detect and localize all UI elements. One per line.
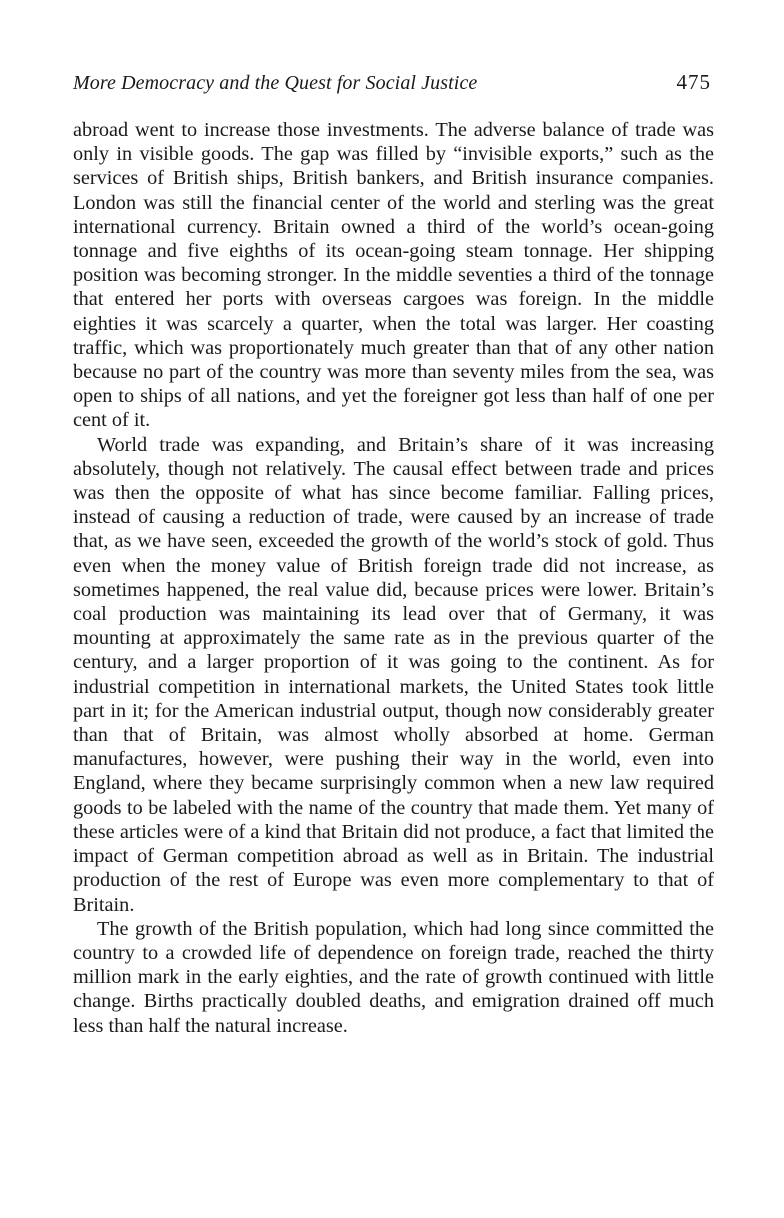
body-text	[73, 118, 714, 1038]
paragraph-population: The growth of the British population, which had long since committed the country to a crowded life of dependence on foreign trade, reached the thirty million mark in the early eighties, and the rate of growth continued with little change. Births practically doubled deaths, and emigration drained off much less than half the natural increase.	[73, 917, 714, 1037]
paragraph-continued: abroad went to increase those investments. The adverse balance of trade was only in visible goods. The gap was filled by “invisible exports,” such as the services of British ships, British bankers, and British insurance companies. London was still the financial center of the world and sterling was the great international currency. Britain owned a third of the world’s ocean-going tonnage and five eighths of its ocean-going steam tonnage. Her shipping position was becoming stronger. In the middle seventies a third of the tonnage that entered her ports with overseas cargoes was foreign. In the middle eighties it was scarcely a quarter, when the total was larger. Her coasting traffic, which was proportionately much greater than that of any other nation because no part of the country was more than seventy miles from the sea, was open to ships of all nations, and yet the foreigner got less than half of one per cent of it.	[73, 119, 714, 432]
book-page	[73, 70, 714, 1038]
running-head	[73, 70, 714, 104]
page-number: 475	[676, 70, 711, 94]
paragraph-world-trade: World trade was expanding, and Britain’s share of it was increasing absolutely, though not relatively. The causal effect between trade and prices was then the opposite of what has since become familiar. Falling prices, instead of causing a reduction of trade, were caused by an increase of trade that, as we have seen, exceeded the growth of the world’s stock of gold. Thus even when the money value of British foreign trade did not increase, as sometimes happened, the real value did, because prices were lower. Britain’s coal production was maintaining its lead over that of Germany, it was mounting at approximately the same rate as in the previous quarter of the century, and a larger proportion of it was going to the continent. As for industrial competition in international markets, the United States took little part in it; for the American industrial output, though now considerably greater than that of Britain, was almost wholly absorbed at home. German manufactures, however, were pushing their way in the world, even into England, where they became surprisingly common when a new law required goods to be labeled with the name of the country that made them. Yet many of these articles were of a kind that Britain did not produce, a fact that limited the impact of German competition abroad as well as in Britain. The industrial production of the rest of Europe was even more complementary to that of Britain.	[73, 433, 714, 916]
running-title: More Democracy and the Quest for Social Justice	[73, 72, 478, 94]
